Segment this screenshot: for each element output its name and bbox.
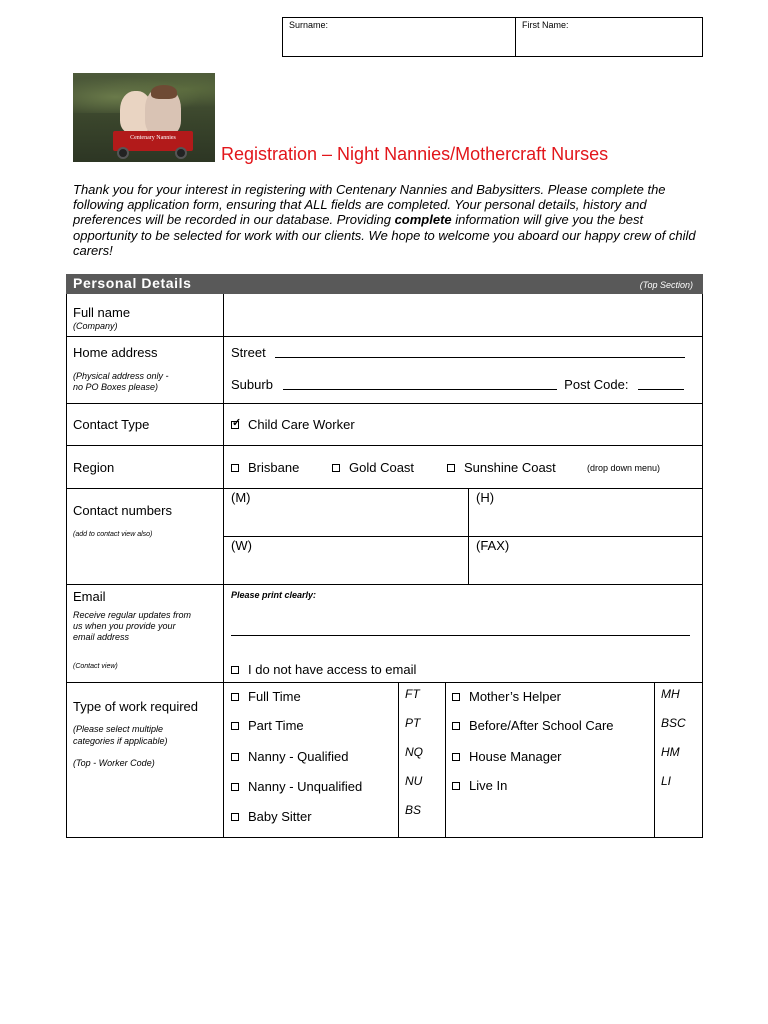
postcode-label: Post Code: (564, 377, 629, 392)
checkbox-icon[interactable] (231, 693, 239, 701)
print-clearly-note: Please print clearly: (231, 590, 317, 600)
checked-checkbox-icon[interactable] (231, 421, 239, 429)
region-label: Region (73, 460, 115, 475)
fax-input[interactable] (471, 554, 699, 582)
no-email-option[interactable] (231, 662, 416, 677)
checkbox-icon[interactable] (452, 693, 460, 701)
email-label: Email (73, 589, 106, 604)
work-phone-input[interactable] (226, 554, 466, 582)
work-option-baby-sitter[interactable]: Baby Sitter (231, 809, 312, 824)
work-option-nanny-qualified[interactable]: Nanny - Qualified (231, 749, 348, 764)
section-title: Personal Details (73, 275, 192, 291)
work-code: BS (405, 803, 422, 817)
type-of-work-sub-code: (Top - Worker Code) (73, 758, 155, 768)
surname-field[interactable] (283, 18, 516, 56)
work-option-mothers-helper[interactable]: Mother’s Helper (452, 689, 561, 704)
region-option-brisbane[interactable]: Brisbane (231, 460, 299, 475)
first-name-field[interactable] (516, 18, 575, 56)
region-dropdown-note: (drop down menu) (587, 463, 661, 473)
work-code: MH (661, 687, 680, 701)
type-of-work-label: Type of work required (73, 699, 199, 714)
checkbox-icon[interactable] (231, 753, 239, 761)
checkbox-icon[interactable] (231, 813, 239, 821)
mobile-input[interactable] (226, 506, 466, 534)
work-code: LI (661, 774, 672, 788)
contact-type-option[interactable] (231, 417, 355, 432)
wagon-label: Centenary Nannies (130, 135, 176, 141)
street-row (231, 345, 685, 360)
home-address-sub-2: no PO Boxes please) (73, 382, 159, 392)
work-code: BSC (661, 716, 686, 730)
checkbox-icon[interactable] (452, 722, 460, 730)
home-address-label: Home address (73, 345, 158, 360)
contact-type-option-label: Child Care Worker (248, 417, 355, 432)
mobile-label: (M) (231, 490, 251, 505)
suburb-input[interactable] (283, 378, 557, 390)
email-sub-2: us when you provide your (73, 621, 176, 631)
suburb-label: Suburb (231, 377, 273, 392)
checkbox-icon[interactable] (447, 464, 455, 472)
full-name-label: Full name (73, 305, 131, 320)
checkbox-icon[interactable] (452, 782, 460, 790)
section-header (66, 274, 703, 294)
intro-paragraph: Thank you for your interest in registering with Centenary Nannies and Babysitters. Please complete the following application form, ensuring that ALL fields are completed. Your personal details, history and preferences will be recorded in our database. Providing complete information will give you the best opportunity to be selected for work with our clients. We hope to welcome you aboard our happy crew of child carers! (73, 182, 696, 258)
contact-numbers-label: Contact numbers (73, 503, 172, 518)
work-phone-label: (W) (231, 538, 252, 553)
suburb-row (231, 377, 684, 392)
no-email-label: I do not have access to email (248, 662, 417, 677)
work-code: FT (405, 687, 420, 701)
street-input[interactable] (275, 346, 685, 358)
work-option-part-time[interactable]: Part Time (231, 718, 304, 733)
postcode-input[interactable] (638, 378, 684, 390)
home-phone-input[interactable] (471, 506, 699, 534)
page-title: Registration – Night Nannies/Mothercraft Nurses (221, 144, 609, 164)
email-sub-1: Receive regular updates from (73, 610, 192, 620)
contact-type-label: Contact Type (73, 417, 150, 432)
work-option-before-after-school-care[interactable]: Before/After School Care (452, 718, 614, 733)
work-code: NQ (405, 745, 423, 759)
checkbox-icon[interactable] (231, 722, 239, 730)
name-box (282, 17, 703, 57)
first-name-label: First Name: (522, 20, 569, 30)
work-code: HM (661, 745, 680, 759)
fax-label: (FAX) (476, 538, 510, 553)
full-name-input[interactable] (226, 296, 700, 334)
home-address-sub-1: (Physical address only - (73, 371, 169, 381)
full-name-sub: (Company) (73, 321, 118, 331)
region-option-gold-coast[interactable]: Gold Coast (332, 460, 414, 475)
checkbox-icon[interactable] (231, 783, 239, 791)
children-wagon-photo (73, 73, 215, 162)
surname-label: Surname: (289, 20, 329, 30)
email-sub-3: email address (73, 632, 130, 642)
work-option-full-time[interactable]: Full Time (231, 689, 301, 704)
street-label: Street (231, 345, 266, 360)
email-view-note: (Contact view) (73, 663, 118, 670)
type-of-work-sub-2: categories if applicable) (73, 736, 168, 746)
work-code: PT (405, 716, 421, 730)
work-option-nanny-unqualified[interactable]: Nanny - Unqualified (231, 779, 362, 794)
checkbox-icon[interactable] (231, 666, 239, 674)
email-input[interactable] (231, 624, 690, 636)
work-option-house-manager[interactable]: House Manager (452, 749, 562, 764)
work-code: NU (405, 774, 423, 788)
type-of-work-sub-1: (Please select multiple (73, 724, 164, 734)
work-option-live-in[interactable]: Live In (452, 778, 507, 793)
checkbox-icon[interactable] (452, 753, 460, 761)
region-option-sunshine-coast[interactable]: Sunshine Coast (447, 460, 556, 475)
home-phone-label: (H) (476, 490, 495, 505)
section-note: (Top Section) (639, 280, 693, 290)
checkbox-icon[interactable] (231, 464, 239, 472)
contact-numbers-sub: (add to contact view also) (73, 531, 153, 538)
checkbox-icon[interactable] (332, 464, 340, 472)
